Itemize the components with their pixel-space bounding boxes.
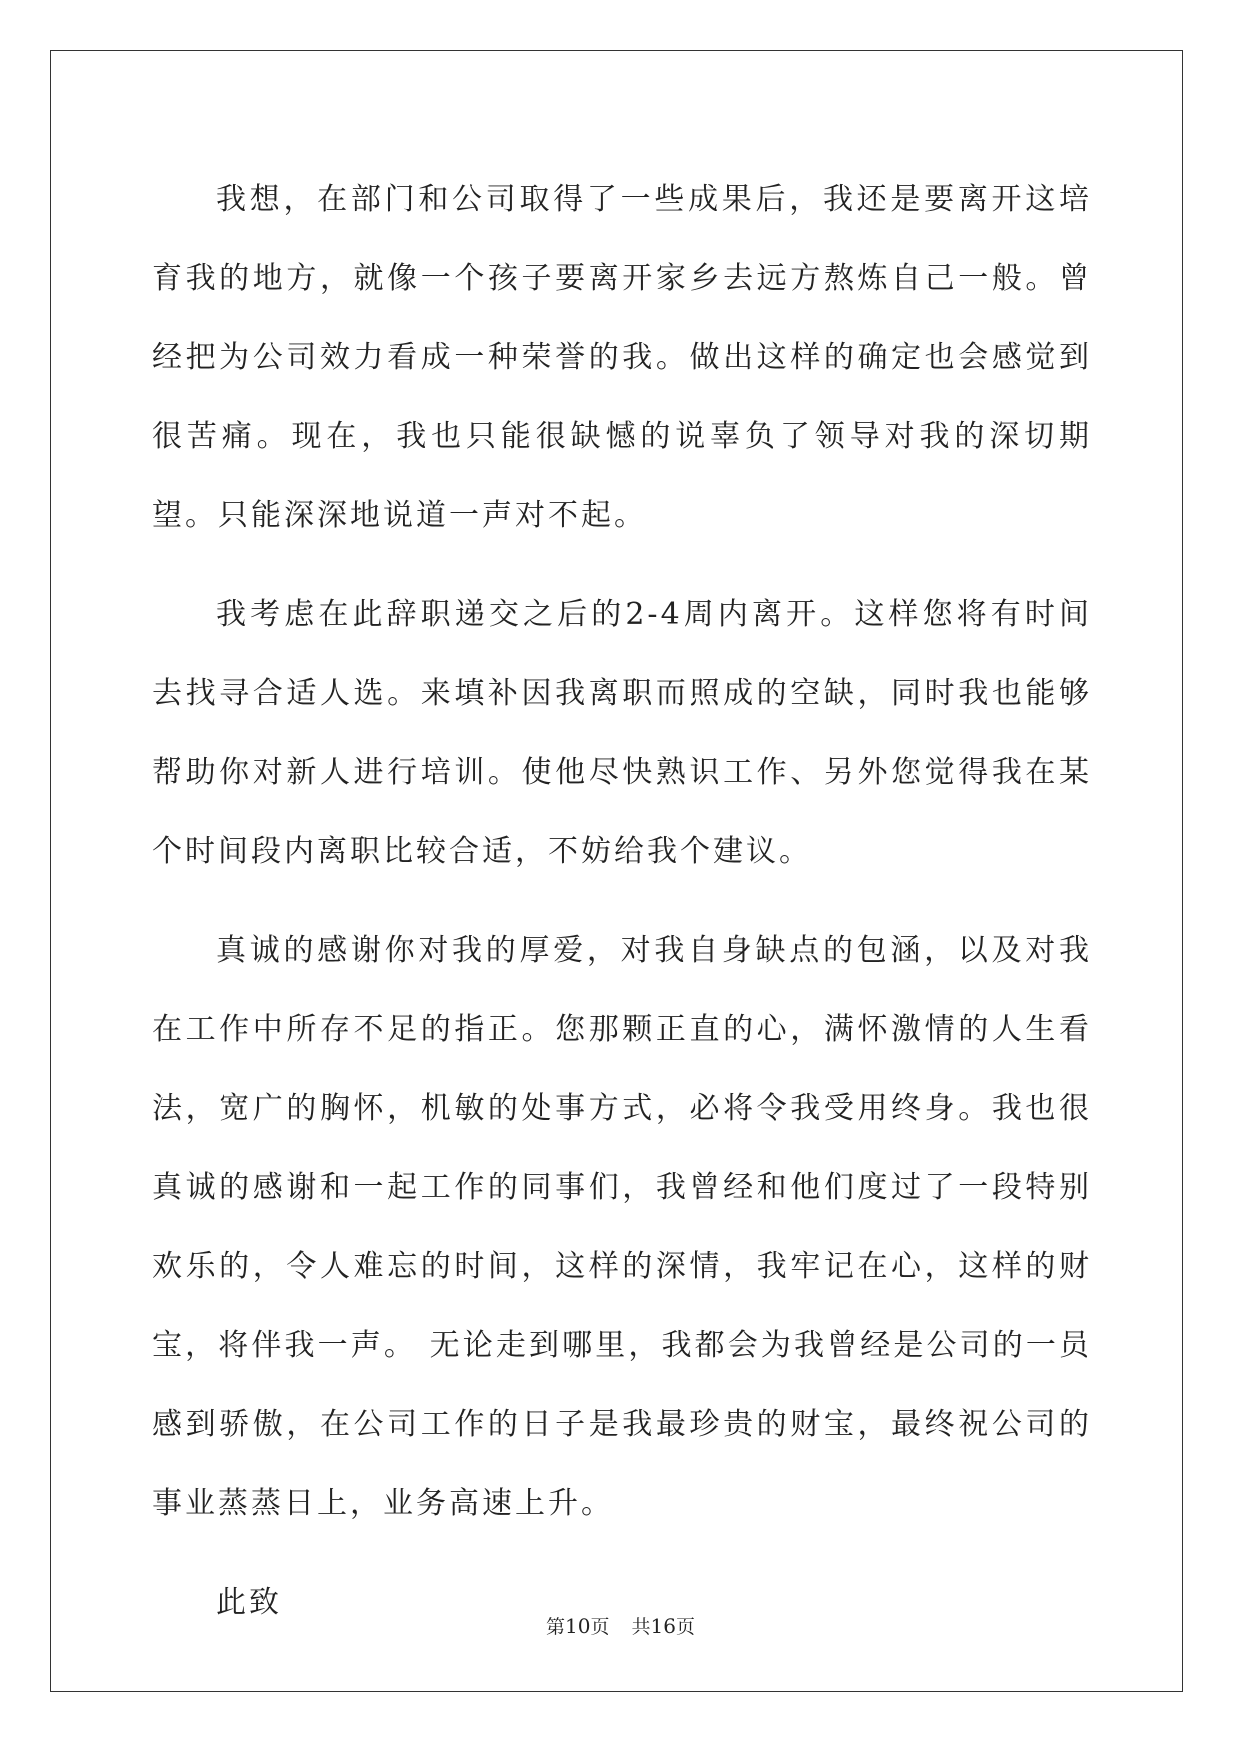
page-footer <box>0 1612 1241 1639</box>
footer-page-suffix: 页 <box>590 1616 610 1638</box>
document-body <box>152 160 1092 1662</box>
footer-prefix: 第 <box>546 1616 566 1638</box>
footer-total-pages: 16 <box>650 1614 676 1638</box>
paragraph-2: 我考虑在此辞职递交之后的2-4周内离开。这样您将有时间去找寻合适人选。来填补因我离职而照成的空缺，同时我也能够帮助你对新人进行培训。使他尽快熟识工作、另外您觉得我在某个时间段内离职比较合适，不妨给我个建议。 <box>152 597 1092 869</box>
footer-page-number: 10 <box>565 1614 591 1638</box>
footer-total-prefix: 共 <box>631 1616 651 1638</box>
paragraph-1: 我想，在部门和公司取得了一些成果后，我还是要离开这培育我的地方，就像一个孩子要离开家乡去远方熬炼自己一般。曾经把为公司效力看成一种荣誉的我。做出这样的确定也会感觉到很苦痛。现在，我也只能很缺憾的说辜负了领导对我的深切期望。只能深深地说道一声对不起。 <box>152 182 1092 533</box>
closing-salutation: 此致 <box>216 1585 282 1620</box>
paragraph-3: 真诚的感谢你对我的厚爱，对我自身缺点的包涵，以及对我在工作中所存不足的指正。您那颗正直的心，满怀激情的人生看法，宽广的胸怀，机敏的处事方式，必将令我受用终身。我也很真诚的感谢和一起工作的同事们，我曾经和他们度过了一段特别欢乐的，令人难忘的时间，这样的深情，我牢记在心，这样的财宝，将伴我一声。 无论走到哪里，我都会为我曾经是公司的一员感到骄傲，在公司工作的日子是我最珍贵的财宝，最终祝公司的事业蒸蒸日上，业务高速上升。 <box>152 933 1092 1521</box>
footer-total-suffix: 页 <box>675 1616 695 1638</box>
